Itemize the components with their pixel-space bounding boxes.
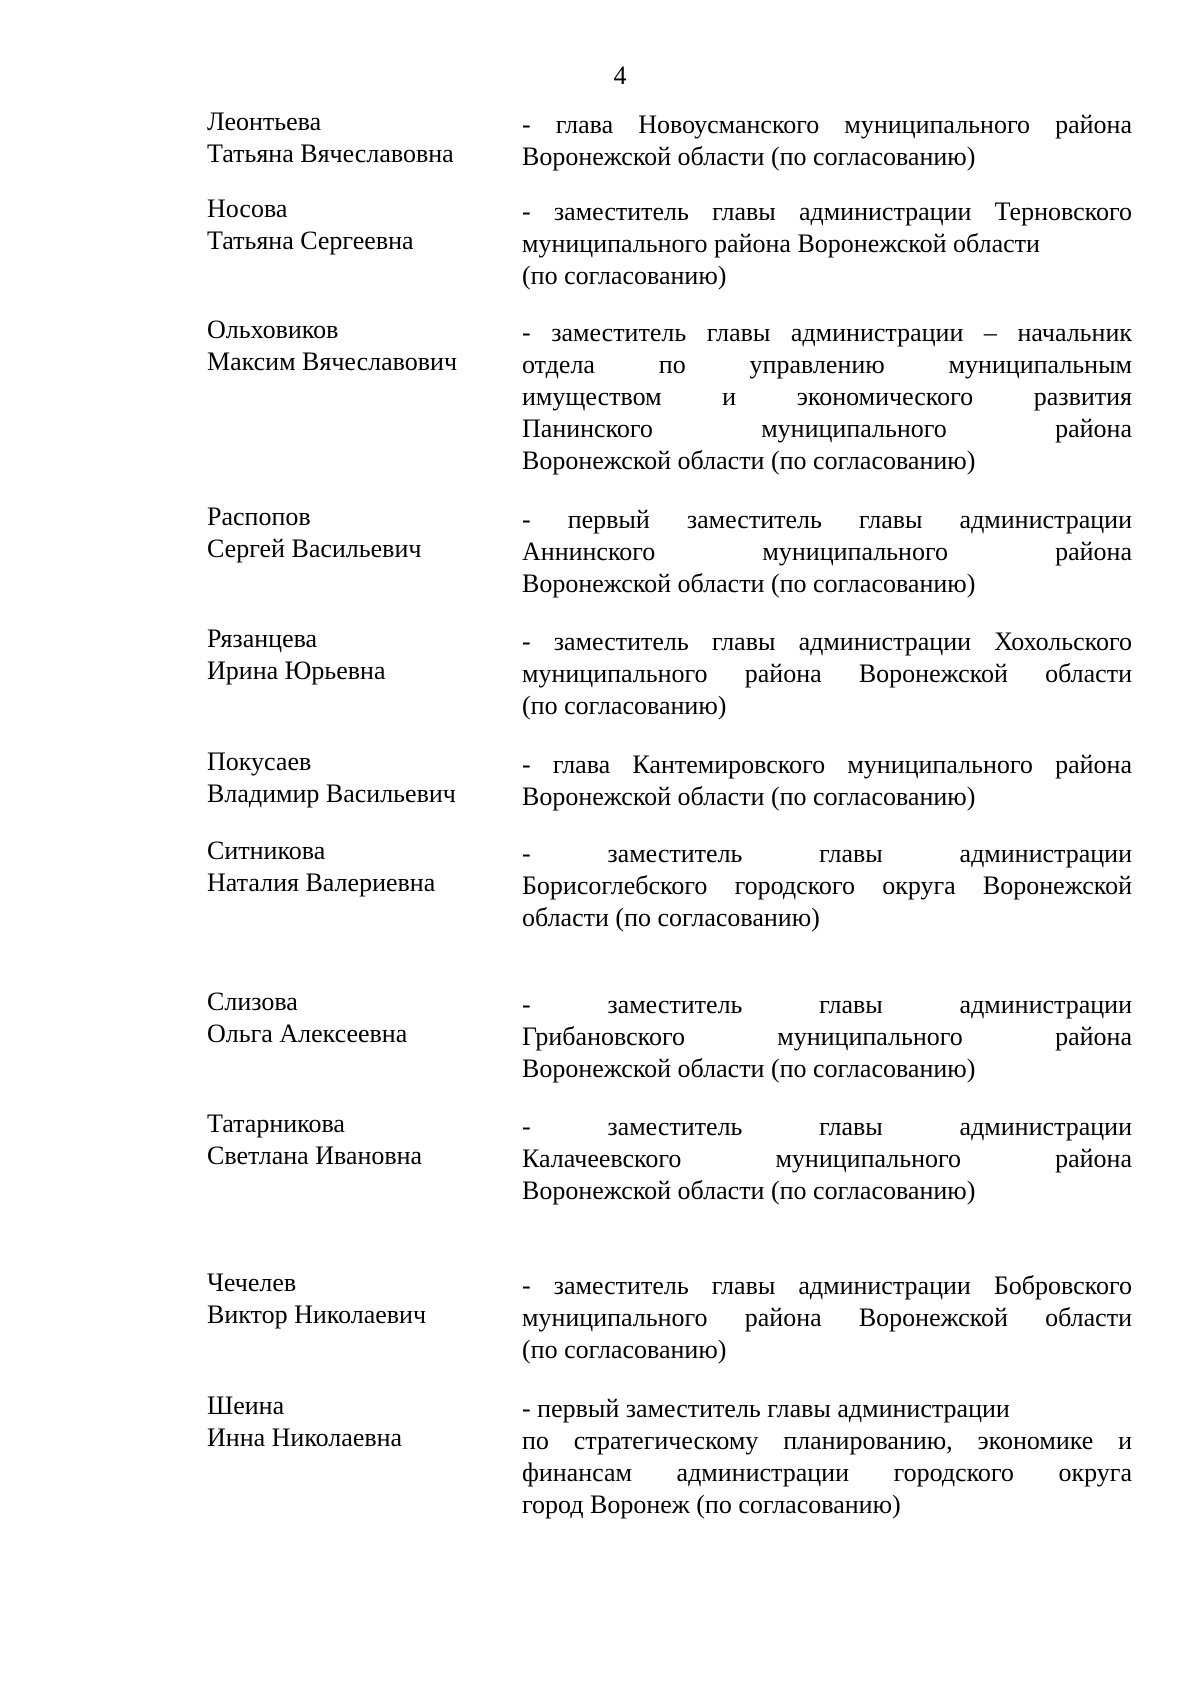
role-description: [522, 1111, 1132, 1207]
role-line: Калачеевского муниципального района: [522, 1144, 1132, 1173]
role-description: [522, 626, 1132, 722]
role-line: - заместитель главы администрации: [522, 1112, 1132, 1141]
person-name: [207, 1267, 497, 1331]
page-number: 4: [613, 61, 627, 90]
person-name: [207, 193, 497, 257]
role-line: области (по согласованию): [522, 903, 820, 932]
role-line: финансам администрации городского округа: [522, 1458, 1132, 1487]
role-line: - заместитель главы администрации: [522, 990, 1132, 1019]
role-line: - первый заместитель главы администрации: [522, 505, 1132, 534]
role-line: Воронежской области (по согласованию): [522, 142, 976, 171]
role-line: Воронежской области (по согласованию): [522, 782, 976, 811]
role-line: - заместитель главы администрации – начальник: [522, 318, 1132, 347]
person-name: [207, 314, 497, 378]
role-line: - заместитель главы администрации Бобровского: [522, 1271, 1132, 1300]
surname: Слизова: [207, 987, 298, 1016]
role-line: - заместитель главы администрации Хохольского: [522, 627, 1132, 656]
role-line: город Воронеж (по согласованию): [522, 1490, 901, 1519]
role-description: [522, 1270, 1132, 1366]
given-name: Максим Вячеславович: [207, 347, 458, 376]
role-line: Воронежской области (по согласованию): [522, 569, 976, 598]
role-line: Воронежской области (по согласованию): [522, 1054, 976, 1083]
role-description: [522, 196, 1132, 292]
role-line: (по согласованию): [522, 691, 727, 720]
given-name: Наталия Валериевна: [207, 868, 436, 897]
person-name: [207, 623, 497, 687]
person-name: [207, 1108, 497, 1172]
role-line: - первый заместитель главы администрации: [522, 1394, 1010, 1423]
role-description: [522, 838, 1132, 934]
role-description: [522, 989, 1132, 1085]
given-name: Татьяна Сергеевна: [207, 226, 414, 255]
surname: Носова: [207, 194, 288, 223]
role-description: [522, 317, 1132, 477]
person-name: [207, 986, 497, 1050]
role-line: - заместитель главы администрации: [522, 839, 1132, 868]
person-name: [207, 1390, 497, 1454]
role-line: (по согласованию): [522, 261, 727, 290]
surname: Распопов: [207, 502, 311, 531]
surname: Ольховиков: [207, 315, 339, 344]
role-line: муниципального района Воронежской области: [522, 659, 1132, 688]
given-name: Инна Николаевна: [207, 1423, 403, 1452]
role-line: Панинского муниципального района: [522, 414, 1132, 443]
surname: Чечелев: [207, 1268, 297, 1297]
role-line: Аннинского муниципального района: [522, 537, 1132, 566]
person-name: [207, 835, 497, 899]
given-name: Светлана Ивановна: [207, 1141, 423, 1170]
surname: Ситникова: [207, 836, 326, 865]
role-line: муниципального района Воронежской области: [522, 229, 1040, 258]
person-name: [207, 746, 497, 810]
given-name: Ирина Юрьевна: [207, 656, 386, 685]
surname: Татарникова: [207, 1109, 345, 1138]
role-line: (по согласованию): [522, 1335, 727, 1364]
given-name: Татьяна Вячеславовна: [207, 139, 454, 168]
role-line: отдела по управлению муниципальным: [522, 350, 1132, 379]
person-name: [207, 106, 497, 170]
role-line: Воронежской области (по согласованию): [522, 446, 976, 475]
role-line: Грибановского муниципального района: [522, 1022, 1132, 1051]
person-name: [207, 501, 497, 565]
surname: Покусаев: [207, 747, 312, 776]
role-line: имуществом и экономического развития: [522, 382, 1132, 411]
role-line: - глава Кантемировского муниципального района: [522, 750, 1132, 779]
role-line: по стратегическому планированию, экономике и: [522, 1426, 1132, 1455]
role-line: - заместитель главы администрации Терновского: [522, 197, 1132, 226]
role-line: Воронежской области (по согласованию): [522, 1176, 976, 1205]
role-description: [522, 504, 1132, 600]
surname: Леонтьева: [207, 107, 322, 136]
given-name: Сергей Васильевич: [207, 534, 422, 563]
given-name: Ольга Алексеевна: [207, 1019, 408, 1048]
role-line: муниципального района Воронежской области: [522, 1303, 1132, 1332]
role-line: Борисоглебского городского округа Воронежской: [522, 871, 1132, 900]
role-description: [522, 749, 1132, 813]
role-description: [522, 1393, 1132, 1521]
given-name: Владимир Васильевич: [207, 779, 456, 808]
given-name: Виктор Николаевич: [207, 1300, 427, 1329]
surname: Шеина: [207, 1391, 285, 1420]
role-line: - глава Новоусманского муниципального района: [522, 110, 1132, 139]
surname: Рязанцева: [207, 624, 318, 653]
role-description: [522, 109, 1132, 173]
